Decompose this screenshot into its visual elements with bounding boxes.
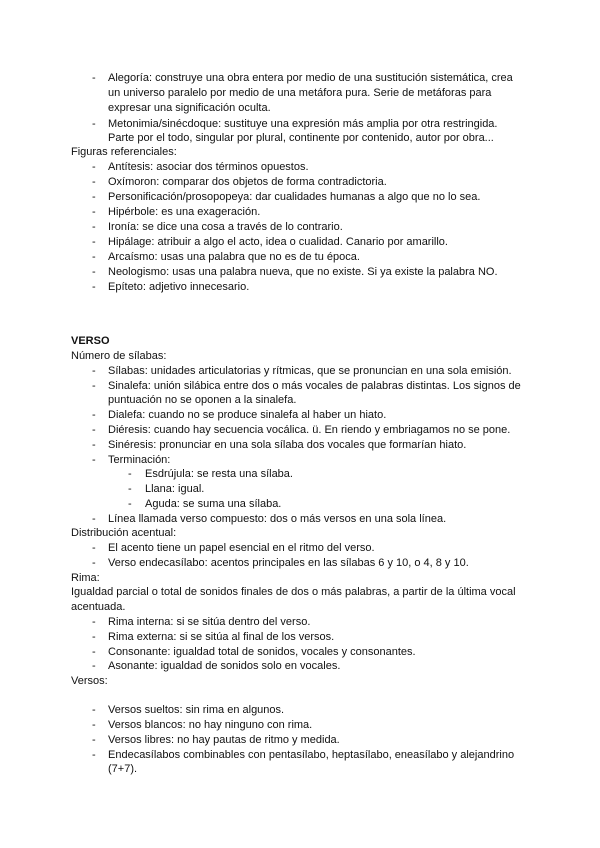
bullet-dash: - [92,542,96,554]
list-item-text: Línea llamada verso compuesto: dos o más versos en una sola línea. [108,513,447,525]
bullet-dash: - [92,266,96,278]
bullet-dash: - [92,191,96,203]
bullet-dash: - [92,221,96,233]
list-item-text: puntuación no se oponen a la sinalefa. [108,394,297,406]
list-item-text: un universo paralelo por medio de una metáfora pura. Serie de metáforas para [108,87,492,99]
list-item-text: Personificación/prosopopeya: dar cualidades humanas a algo que no lo sea. [108,191,481,203]
bullet-dash: - [92,631,96,643]
sub-bullet-dash: - [128,483,132,495]
bullet-dash: - [92,749,96,761]
list-item-text: Versos libres: no hay pautas de ritmo y medida. [108,734,340,746]
bullet-dash: - [92,72,96,84]
section-heading: Número de sílabas: [71,350,167,362]
list-item-text: Endecasílabos combinables con pentasílabo, heptasílabo, eneasílabo y alejandrino [108,749,515,761]
bullet-dash: - [92,206,96,218]
bullet-dash: - [92,365,96,377]
section-title: VERSO [71,335,110,347]
list-item-text: Terminación: [108,454,171,466]
section-heading: Versos: [71,675,108,687]
list-item-text: Hipálage: atribuir a algo el acto, idea o cualidad. Canario por amarillo. [108,236,448,248]
list-item-text: Oxímoron: comparar dos objetos de forma contradictoria. [108,176,387,188]
section-heading: Distribución acentual: [71,527,177,539]
list-item-text: (7+7). [108,763,138,775]
bullet-dash: - [92,380,96,392]
bullet-dash: - [92,513,96,525]
sub-list-item-text: Esdrújula: se resta una sílaba. [145,468,293,480]
bullet-dash: - [92,176,96,188]
list-item-text: Rima externa: si se sitúa al final de los versos. [108,631,335,643]
list-item-text: Antítesis: asociar dos términos opuestos. [108,161,309,173]
list-item-text: Verso endecasílabo: acentos principales en las sílabas 6 y 10, o 4, 8 y 10. [108,557,469,569]
paragraph-text: Igualdad parcial o total de sonidos finales de dos o más palabras, a partir de la última vocal [71,586,516,598]
bullet-dash: - [92,409,96,421]
bullet-dash: - [92,454,96,466]
list-item-text: Parte por el todo, singular por plural, continente por contenido, autor por obra... [108,132,494,144]
bullet-dash: - [92,719,96,731]
sub-bullet-dash: - [128,468,132,480]
bullet-dash: - [92,118,96,130]
list-item-text: Sinéresis: pronunciar en una sola sílaba dos vocales que formarían hiato. [108,439,467,451]
list-item-text: Consonante: igualdad total de sonidos, vocales y consonantes. [108,646,416,658]
list-item-text: expresar una significación oculta. [108,102,271,114]
bullet-dash: - [92,734,96,746]
list-item-text: Metonimia/sinécdoque: sustituye una expresión más amplia por otra restringida. [108,118,498,130]
sub-list-item-text: Llana: igual. [145,483,205,495]
list-item-text: Alegoría: construye una obra entera por medio de una sustitución sistemática, crea [108,72,513,84]
bullet-dash: - [92,281,96,293]
list-item-text: Versos blancos: no hay ninguno con rima. [108,719,313,731]
sub-list-item-text: Aguda: se suma una sílaba. [145,498,282,510]
bullet-dash: - [92,424,96,436]
list-item-text: Diéresis: cuando hay secuencia vocálica. ü. En riendo y embriagamos no se pone. [108,424,511,436]
list-item-text: Ironía: se dice una cosa a través de lo contrario. [108,221,343,233]
list-item-text: Sílabas: unidades articulatorias y rítmicas, que se pronuncian en una sola emisión. [108,365,512,377]
list-item-text: Neologismo: usas una palabra nueva, que no existe. Si ya existe la palabra NO. [108,266,498,278]
list-item-text: Epíteto: adjetivo innecesario. [108,281,250,293]
list-item-text: Asonante: igualdad de sonidos solo en vocales. [108,660,341,672]
list-item-text: Dialefa: cuando no se produce sinalefa al haber un hiato. [108,409,387,421]
list-item-text: Arcaísmo: usas una palabra que no es de tu época. [108,251,360,263]
paragraph-text: acentuada. [71,601,126,613]
bullet-dash: - [92,161,96,173]
list-item-text: El acento tiene un papel esencial en el ritmo del verso. [108,542,375,554]
bullet-dash: - [92,646,96,658]
section-heading: Figuras referenciales: [71,146,177,158]
section-heading: Rima: [71,572,100,584]
bullet-dash: - [92,439,96,451]
sub-bullet-dash: - [128,498,132,510]
bullet-dash: - [92,704,96,716]
list-item-text: Versos sueltos: sin rima en algunos. [108,704,285,716]
bullet-dash: - [92,616,96,628]
list-item-text: Hipérbole: es una exageración. [108,206,261,218]
bullet-dash: - [92,557,96,569]
bullet-dash: - [92,236,96,248]
list-item-text: Rima interna: si se sitúa dentro del verso. [108,616,311,628]
list-item-text: Sinalefa: unión silábica entre dos o más vocales de palabras distintas. Los signos de [108,380,521,392]
bullet-dash: - [92,251,96,263]
bullet-dash: - [92,660,96,672]
